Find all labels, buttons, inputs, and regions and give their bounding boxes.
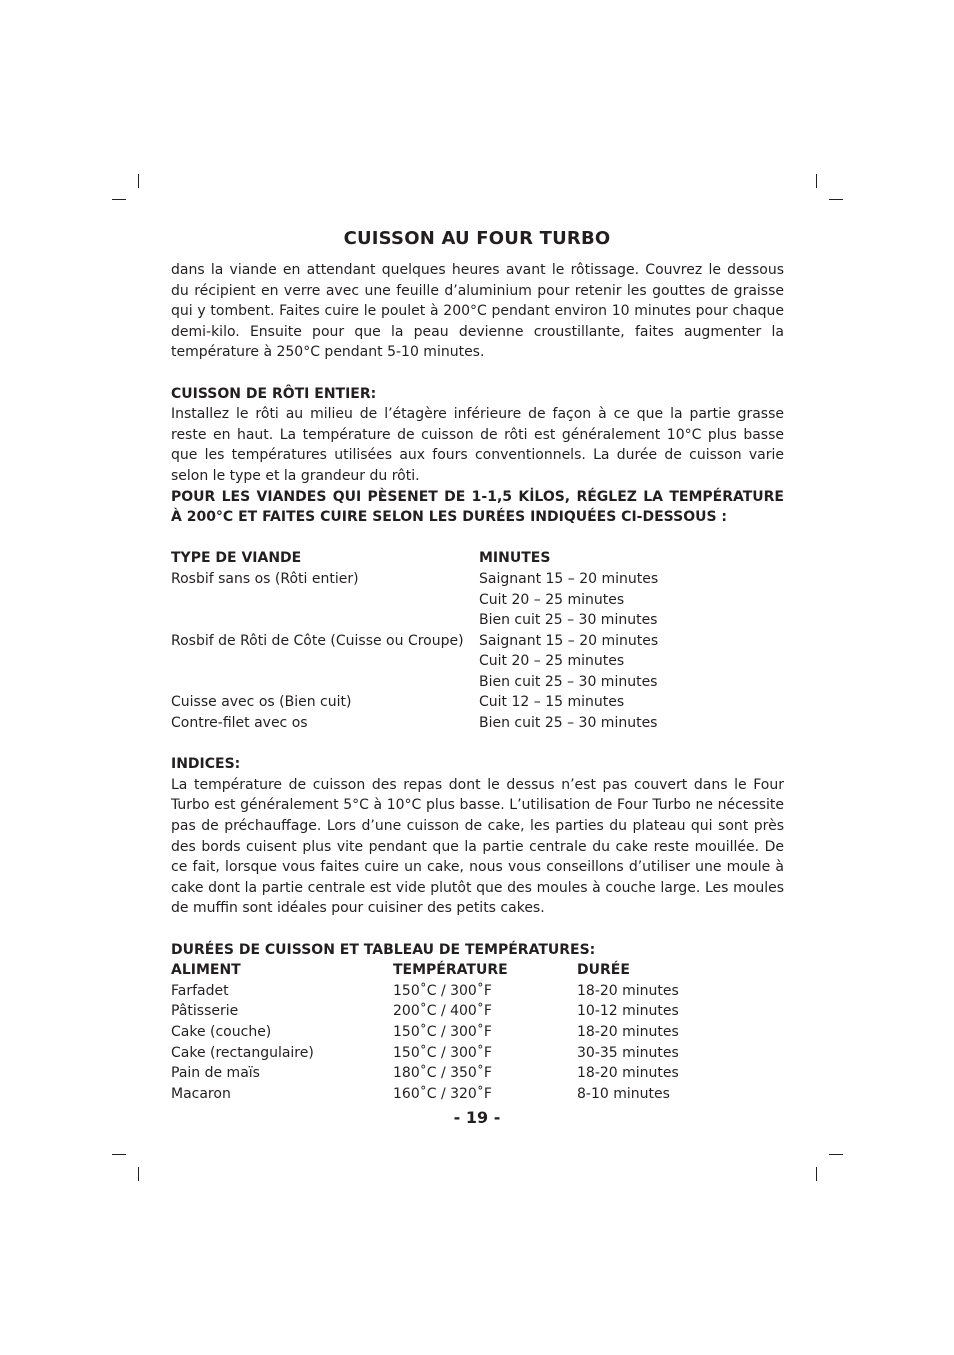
table-row bbox=[171, 692, 784, 713]
meat-minutes: Saignant 15 – 20 minutes bbox=[479, 632, 659, 649]
meat-table-header bbox=[171, 548, 784, 569]
table-row bbox=[171, 651, 784, 672]
table-row bbox=[171, 631, 784, 652]
food-duration: 18-20 minutes bbox=[577, 1065, 679, 1082]
crop-mark-top-left-horizontal bbox=[112, 199, 126, 200]
meat-type bbox=[171, 672, 479, 693]
crop-mark-bottom-right-vertical bbox=[816, 1167, 817, 1181]
meat-type bbox=[171, 651, 479, 672]
table-row bbox=[171, 981, 784, 1002]
table-row bbox=[171, 1022, 784, 1043]
table-row bbox=[171, 569, 784, 590]
temp-table-heading: DURÉES DE CUISSON ET TABLEAU DE TEMPÉRATURES: bbox=[171, 941, 596, 958]
page-number: - 19 - bbox=[453, 1108, 501, 1127]
crop-mark-top-right-vertical bbox=[816, 174, 817, 188]
food-temperature: 150˚C / 300˚F bbox=[393, 1044, 492, 1061]
food-duration: 8-10 minutes bbox=[577, 1085, 670, 1102]
food-temperature: 150˚C / 300˚F bbox=[393, 1023, 492, 1040]
page-title: CUISSON AU FOUR TURBO bbox=[343, 228, 611, 249]
food-temperature: 160˚C / 320˚F bbox=[393, 1085, 492, 1102]
meat-minutes: Cuit 20 – 25 minutes bbox=[479, 653, 625, 670]
temp-table-header-temperature: TEMPÉRATURE bbox=[393, 962, 508, 979]
crop-mark-top-left-vertical bbox=[138, 174, 139, 188]
intro-paragraph: dans la viande en attendant quelques heures avant le rôtissage. Couvrez le dessous du récipient en verre avec une feuille d’aluminium pour retenir les gouttes de graisse qui y tombent. Faites cuire le poulet à 200°C pendant environ 10 minutes pour chaque demi-kilo. Ensuite pour que la peau devienne croustillante, faites augmenter la température à 250°C pendant 5-10 minutes. bbox=[171, 262, 784, 361]
meat-type bbox=[171, 590, 479, 611]
meat-type: Cuisse avec os (Bien cuit) bbox=[171, 694, 352, 711]
food-duration: 30-35 minutes bbox=[577, 1044, 679, 1061]
table-row bbox=[171, 1084, 784, 1105]
temp-table-header bbox=[171, 960, 784, 981]
table-row bbox=[171, 590, 784, 611]
hints-paragraph: La température de cuisson des repas dont le dessus n’est pas couvert dans le Four Turbo est généralement 5°C à 10°C plus basse. L’utilisation de Four Turbo ne nécessite pas de préchauffage. Lors d’une cuisson de cake, les parties du plateau qui sont près des bords cuisent plus vite pendant que la partie centrale du cake reste mouillée. De ce fait, lorsque vous faites cuire un cake, nous vous conseillons d’utiliser une moule à cake dont la partie centrale est vide plutôt que des moules à couche large. Les moules de muffin sont idéales pour cuisiner des petits cakes. bbox=[171, 776, 784, 917]
table-row bbox=[171, 610, 784, 631]
food-name: Macaron bbox=[171, 1085, 231, 1102]
crop-mark-bottom-left-vertical bbox=[138, 1167, 139, 1181]
food-temperature: 180˚C / 350˚F bbox=[393, 1065, 492, 1082]
table-row bbox=[171, 1001, 784, 1022]
food-name: Pain de maïs bbox=[171, 1065, 260, 1082]
food-name: Farfadet bbox=[171, 982, 229, 999]
page-content bbox=[171, 260, 784, 1104]
table-row bbox=[171, 672, 784, 693]
table-row bbox=[171, 1063, 784, 1084]
meat-minutes: Bien cuit 25 – 30 minutes bbox=[479, 673, 658, 690]
meat-minutes: Saignant 15 – 20 minutes bbox=[479, 570, 659, 587]
meat-table bbox=[171, 548, 784, 733]
meat-type: Rosbif de Rôti de Côte (Cuisse ou Croupe) bbox=[171, 632, 464, 649]
meat-table-header-type: TYPE DE VIANDE bbox=[171, 550, 302, 567]
meat-minutes: Cuit 12 – 15 minutes bbox=[479, 694, 625, 711]
food-name: Cake (rectangulaire) bbox=[171, 1044, 314, 1061]
food-temperature: 200˚C / 400˚F bbox=[393, 1003, 492, 1020]
food-name: Cake (couche) bbox=[171, 1023, 272, 1040]
temp-table bbox=[171, 960, 784, 1104]
roast-heading: CUISSON DE RÔTI ENTIER: bbox=[171, 385, 377, 402]
crop-mark-top-right-horizontal bbox=[829, 199, 843, 200]
crop-mark-bottom-left-horizontal bbox=[112, 1154, 126, 1155]
meat-minutes: Bien cuit 25 – 30 minutes bbox=[479, 715, 658, 732]
food-temperature: 150˚C / 300˚F bbox=[393, 982, 492, 999]
meat-table-header-minutes: MINUTES bbox=[479, 550, 551, 567]
food-name: Pâtisserie bbox=[171, 1003, 239, 1020]
meat-minutes: Cuit 20 – 25 minutes bbox=[479, 591, 625, 608]
meat-minutes: Bien cuit 25 – 30 minutes bbox=[479, 612, 658, 629]
food-duration: 10-12 minutes bbox=[577, 1003, 679, 1020]
food-duration: 18-20 minutes bbox=[577, 1023, 679, 1040]
table-row bbox=[171, 713, 784, 734]
roast-instruction: POUR LES VIANDES QUI PÈSENET DE 1-1,5 KİLOS, RÉGLEZ LA TEMPÉRATURE À 200°C ET FAITES CUIRE SELON LES DURÉES INDIQUÉES CI-DESSOUS : bbox=[171, 488, 784, 526]
table-row bbox=[171, 1043, 784, 1064]
temp-table-header-food: ALIMENT bbox=[171, 962, 241, 979]
food-duration: 18-20 minutes bbox=[577, 982, 679, 999]
meat-type bbox=[171, 610, 479, 631]
roast-paragraph: Installez le rôti au milieu de l’étagère inférieure de façon à ce que la partie grasse reste en haut. La température de cuisson de rôti est généralement 10°C plus basse que les températures utilisées aux fours conventionnels. La durée de cuisson varie selon le type et la grandeur du rôti. bbox=[171, 406, 784, 484]
meat-type: Rosbif sans os (Rôti entier) bbox=[171, 570, 359, 587]
crop-mark-bottom-right-horizontal bbox=[829, 1154, 843, 1155]
hints-heading: INDICES: bbox=[171, 756, 241, 773]
temp-table-header-duration: DURÉE bbox=[577, 962, 630, 979]
meat-type: Contre-filet avec os bbox=[171, 715, 308, 732]
